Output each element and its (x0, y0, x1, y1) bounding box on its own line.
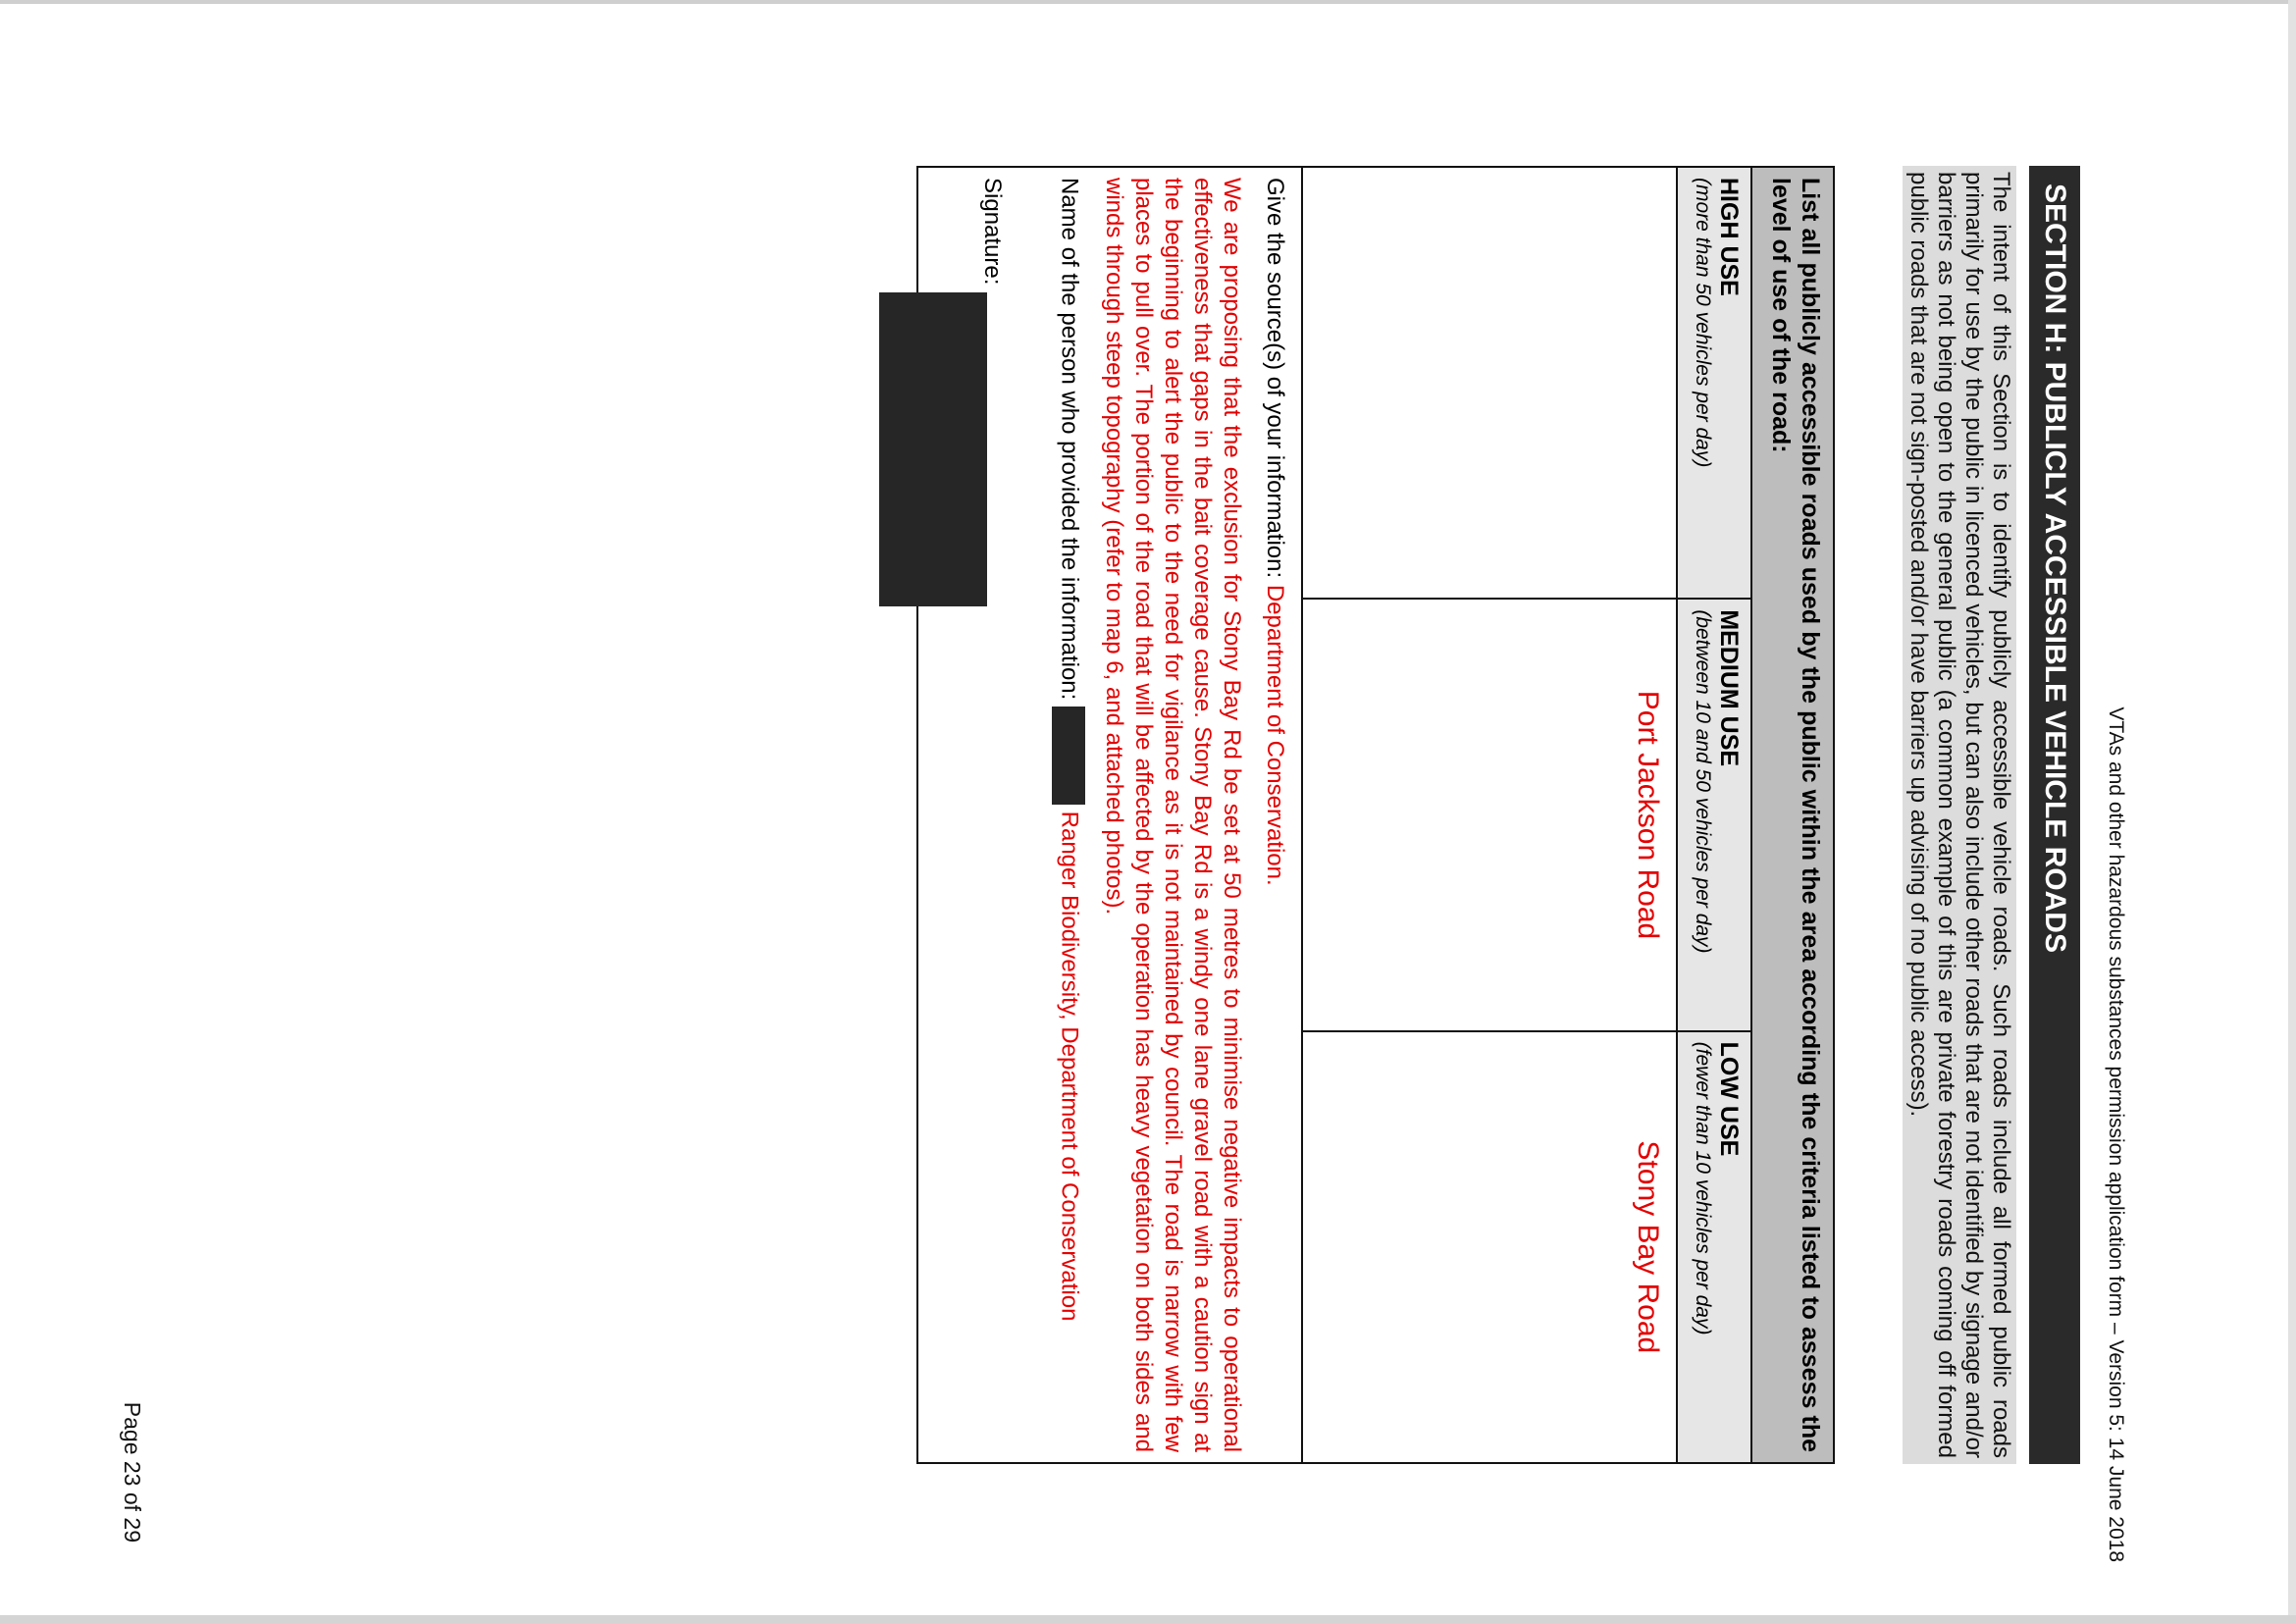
running-header: VTAs and other hazardous substances permission application form – Version 5: 14 June 2018 (2105, 707, 2127, 1562)
column-high-use (1303, 168, 1750, 600)
sources-label: Give the source(s) of your information: (1262, 178, 1288, 585)
column-title: HIGH USE (1715, 178, 1743, 296)
scan-edge-bottom (0, 1615, 2296, 1623)
signature-line (879, 178, 1007, 1452)
use-columns (1301, 168, 1750, 1462)
sources-line (1260, 178, 1289, 1452)
person-label: Name of the person who provided the information: (1056, 178, 1083, 707)
page-number: Page 23 of 29 (120, 1401, 145, 1543)
signature-label: Signature: (979, 178, 1006, 286)
information-section (865, 168, 1303, 1462)
column-header (1676, 1032, 1750, 1462)
person-value: Ranger Biodiversity, Department of Conservation (1056, 811, 1083, 1322)
redacted-signature-box (879, 292, 987, 606)
column-subtitle: (fewer than 10 vehicles per day) (1692, 1041, 1714, 1335)
column-subtitle: (more than 50 vehicles per day) (1692, 178, 1714, 468)
scan-edge-top (0, 0, 2296, 4)
rotated-page (10, 12, 2129, 1611)
column-road: Stony Bay Road (1632, 1140, 1664, 1354)
sources-value: Department of Conservation. (1262, 584, 1288, 886)
scan-edge-right (2288, 0, 2296, 1623)
column-low-use (1303, 1032, 1750, 1462)
column-title: LOW USE (1715, 1041, 1743, 1157)
column-header (1676, 168, 1750, 598)
column-medium-use (1303, 600, 1750, 1031)
column-road: Port Jackson Road (1632, 690, 1664, 940)
exclusion-explanation: We are proposing that the exclusion for Stony Bay Rd be set at 50 metres to minimise negative impacts to operational effectiveness that gaps in the bait coverage cause. Stony Bay Rd is a windy one lane gravel road with a caution sign at the beginning to alert the public to the need for vigilance as it is not maintained by council. The road is narrow with few places to pull over. The portion of the road that will be affected by the operation has heavy vegetation on both sides and winds through steep topography (refer to map 6, and attached photos). (1101, 178, 1245, 1452)
person-line (1052, 178, 1085, 1452)
column-header (1676, 600, 1750, 1029)
section-title: SECTION H: PUBLICLY ACCESSIBLE VEHICLE ROADS (2029, 166, 2080, 1464)
column-title: MEDIUM USE (1715, 609, 1743, 767)
redacted-name-box (1052, 707, 1085, 805)
road-table-frame (916, 166, 1835, 1464)
intro-paragraph: The intent of this Section is to identify publicly accessible vehicle roads. Such roads include all formed public roads primarily for use by the public in licenced vehicles, but can also include other roads that are not identified by signage and/or barriers as not being open to the general public (a common example of this are private forestry roads coming off formed public roads that are not sign-posted and/or have barriers up advising of no public access). (1903, 166, 2016, 1464)
table-instruction: List all publicly accessible roads used by the public within the area according the criteria listed to assess the level of use of the road: (1750, 168, 1833, 1462)
column-subtitle: (between 10 and 50 vehicles per day) (1692, 609, 1714, 954)
